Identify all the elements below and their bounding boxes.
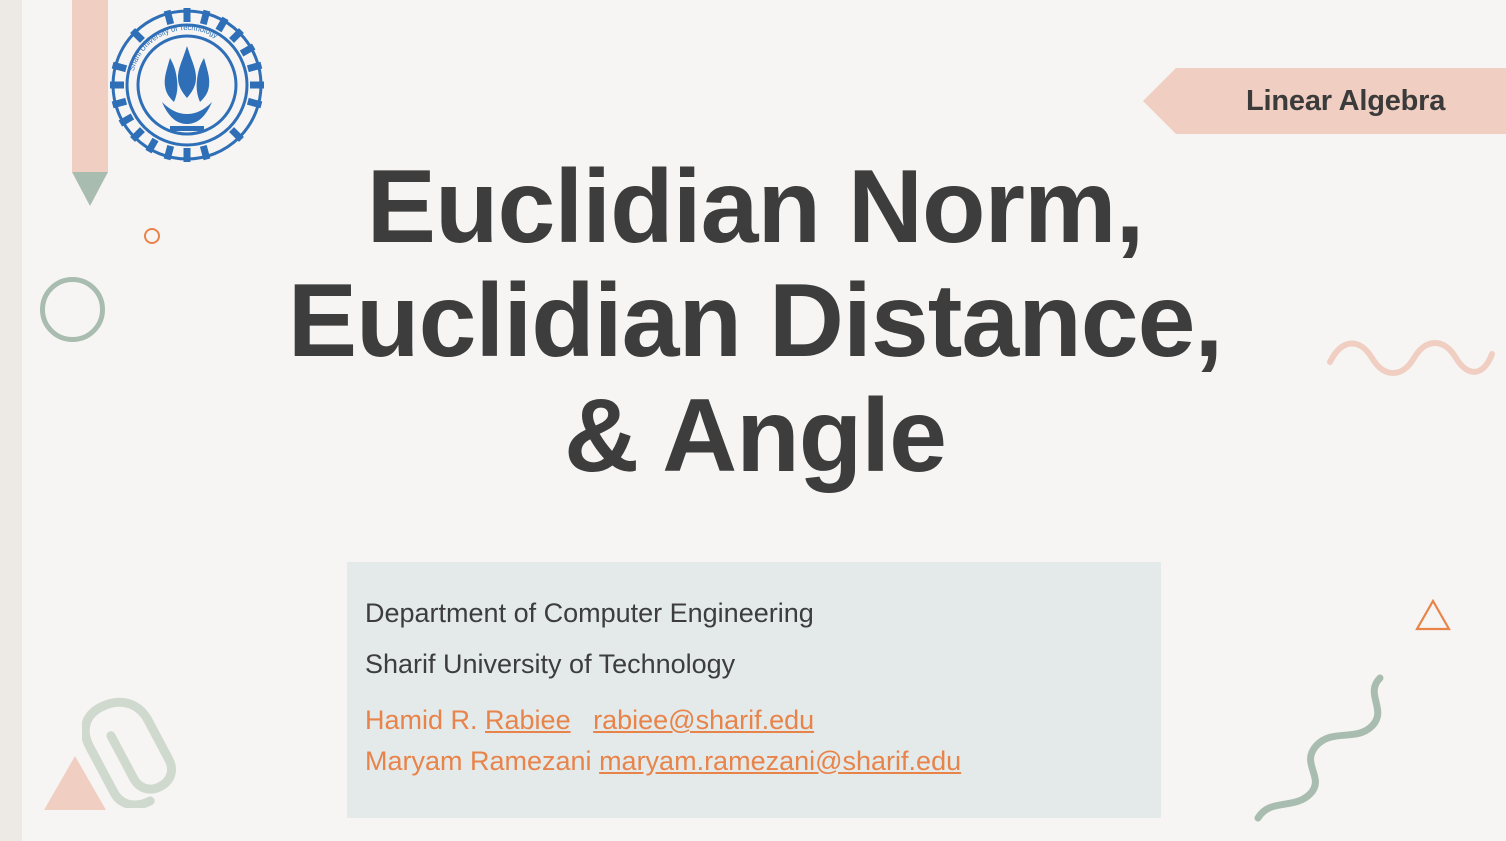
green-squiggle-decoration xyxy=(1252,672,1402,832)
title-line-1: Euclidian Norm, xyxy=(366,149,1144,265)
author-1-email-link[interactable]: rabiee@sharif.edu xyxy=(593,705,815,735)
author-1-name-underlined: Rabiee xyxy=(485,705,571,735)
department-label: Department of Computer Engineering xyxy=(365,598,814,628)
author-row-2 xyxy=(365,741,1161,782)
logo-arc-text: Sharif University of Technology xyxy=(126,22,220,72)
pencil-icon xyxy=(72,0,108,212)
page-title xyxy=(160,150,1350,493)
pink-squiggle-decoration xyxy=(1326,332,1496,382)
large-circle-decoration xyxy=(40,277,105,342)
title-line-2: Euclidian Distance, xyxy=(287,263,1223,380)
left-decorative-strip xyxy=(0,0,22,841)
orange-triangle-outline-decoration xyxy=(1414,598,1452,632)
author-1-name-prefix: Hamid R. xyxy=(365,705,486,735)
pencil-tip xyxy=(72,172,108,206)
course-banner-label: Linear Algebra xyxy=(1246,84,1446,117)
sharif-university-logo-icon xyxy=(108,6,266,164)
small-circle-decoration xyxy=(144,228,160,244)
pink-triangle-decoration xyxy=(44,756,106,810)
title-line-3: & Angle xyxy=(563,377,947,494)
university-label: Sharif University of Technology xyxy=(365,649,736,679)
affiliation-box xyxy=(347,562,1161,818)
author-2-email-link[interactable]: maryam.ramezani@sharif.edu xyxy=(599,745,962,776)
course-banner xyxy=(1176,68,1506,134)
author-row-1 xyxy=(365,700,1161,741)
pencil-body xyxy=(72,0,108,172)
author-2-name-prefix: Maryam Ramezani xyxy=(365,745,600,776)
authors-block xyxy=(365,700,1161,781)
